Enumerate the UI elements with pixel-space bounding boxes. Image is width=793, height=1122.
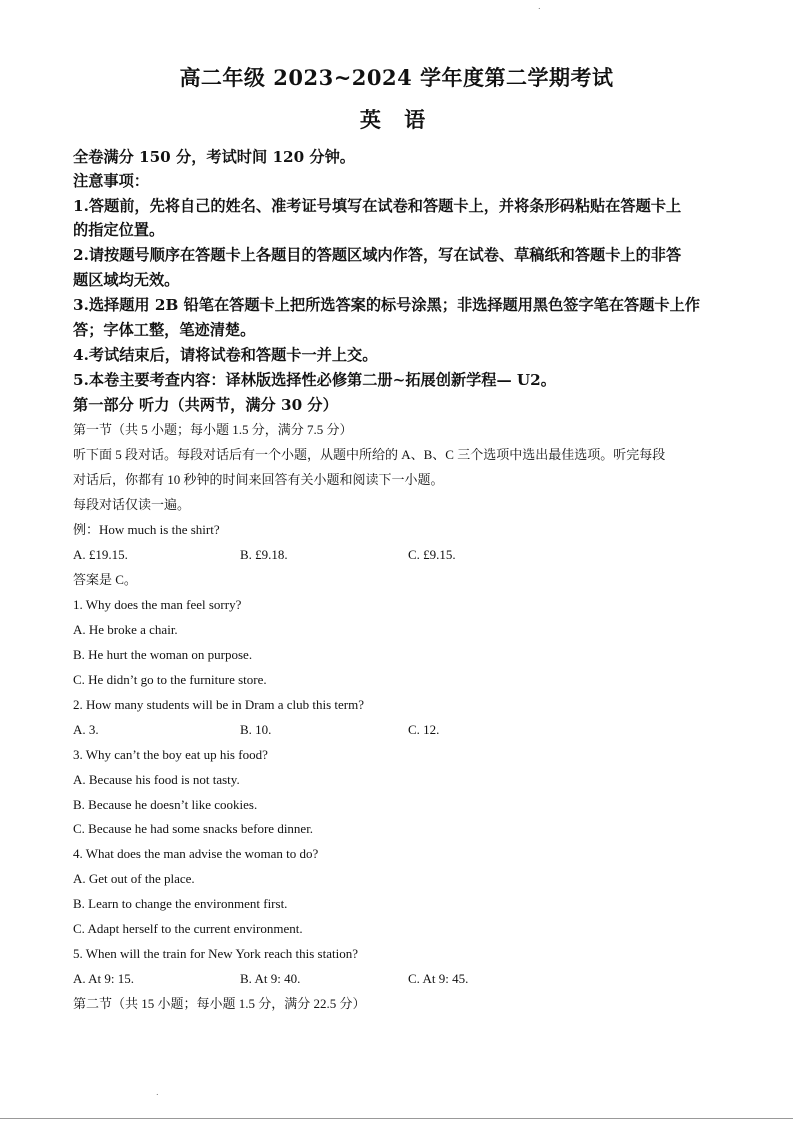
- page-bottom-rule: [0, 1118, 793, 1119]
- q4-option-c: C. Adapt herself to the current environment.: [73, 921, 303, 936]
- q2-question: 2. How many students will be in Dram a club this term?: [73, 697, 365, 712]
- directions-line-1: 听下面 5 段对话。每段对话后有一个小题，从题中所给的 A、B、C 三个选项中选出最佳选项。听完每段: [73, 447, 666, 462]
- notice-item-3-line-2: 答；字体工整，笔迹清楚。: [73, 321, 256, 339]
- q3-option-a: A. Because his food is not tasty.: [73, 772, 240, 787]
- q1-option-a: A. He broke a chair.: [73, 622, 178, 637]
- q4-option-b: B. Learn to change the environment first.: [73, 896, 288, 911]
- notice-item-3-line-1: 3.选择题用 2B 铅笔在答题卡上把所选答案的标号涂黑；非选择题用黑色签字笔在答题卡上作: [73, 296, 700, 314]
- notice-item-2-line-2: 题区域均无效。: [73, 271, 180, 289]
- q1-option-b: B. He hurt the woman on purpose.: [73, 647, 253, 662]
- scan-dot-bottom: .: [156, 1088, 159, 1097]
- q5-option-b: B. At 9: 40.: [240, 971, 301, 986]
- directions-line-2: 对话后，你都有 10 秒钟的时间来回答有关小题和阅读下一小题。: [73, 472, 444, 487]
- q4-option-a: A. Get out of the place.: [73, 871, 195, 886]
- q4-question: 4. What does the man advise the woman to do?: [73, 846, 319, 861]
- q2-option-c: C. 12.: [408, 722, 440, 737]
- q2-option-b: B. 10.: [240, 722, 272, 737]
- notice-item-4: 4.考试结束后，请将试卷和答题卡一并上交。: [73, 346, 378, 364]
- q5-option-a: A. At 9: 15.: [73, 971, 135, 986]
- notice-title: 注意事项：: [73, 172, 149, 190]
- example-option-a: A. £19.15.: [73, 547, 128, 562]
- directions-line-3: 每段对话仅读一遍。: [73, 497, 191, 512]
- q2-option-a: A. 3.: [73, 722, 99, 737]
- q1-question: 1. Why does the man feel sorry?: [73, 597, 242, 612]
- notice-item-2-line-1: 2.请按题号顺序在答题卡上各题目的答题区域内作答，写在试卷、草稿纸和答题卡上的非答: [73, 246, 682, 264]
- notice-item-1-line-1: 1.答题前，先将自己的姓名、准考证号填写在试卷和答题卡上，并将条形码粘贴在答题卡上: [73, 197, 682, 215]
- q3-question: 3. Why can’t the boy eat up his food?: [73, 747, 268, 762]
- example-option-c: C. £9.15.: [408, 547, 456, 562]
- example-option-b: B. £9.18.: [240, 547, 288, 562]
- q3-option-c: C. Because he had some snacks before dinner.: [73, 821, 314, 836]
- part1-heading: 第一部分 听力（共两节，满分 30 分）: [73, 396, 338, 414]
- notice-item-1-line-2: 的指定位置。: [73, 221, 165, 239]
- subject-title: 英 语: [359, 107, 434, 132]
- exam-title: 高二年级 2023~2024 学年度第二学期考试: [179, 65, 614, 90]
- section2-heading: 第二节（共 15 小题；每小题 1.5 分，满分 22.5 分）: [73, 996, 366, 1011]
- example-question: 例：How much is the shirt?: [73, 522, 220, 537]
- q1-option-c: C. He didn’t go to the furniture store.: [73, 672, 267, 687]
- q3-option-b: B. Because he doesn’t like cookies.: [73, 797, 258, 812]
- q5-question: 5. When will the train for New York reach this station?: [73, 946, 358, 961]
- example-answer: 答案是 C。: [73, 572, 137, 587]
- notice-item-5: 5.本卷主要考查内容：译林版选择性必修第二册~拓展创新学程— U2。: [73, 371, 556, 389]
- q5-option-c: C. At 9: 45.: [408, 971, 469, 986]
- scan-dot-top: .: [538, 2, 541, 11]
- section1-heading: 第一节（共 5 小题；每小题 1.5 分，满分 7.5 分）: [73, 422, 353, 437]
- score-time: 全卷满分 150 分，考试时间 120 分钟。: [73, 148, 355, 166]
